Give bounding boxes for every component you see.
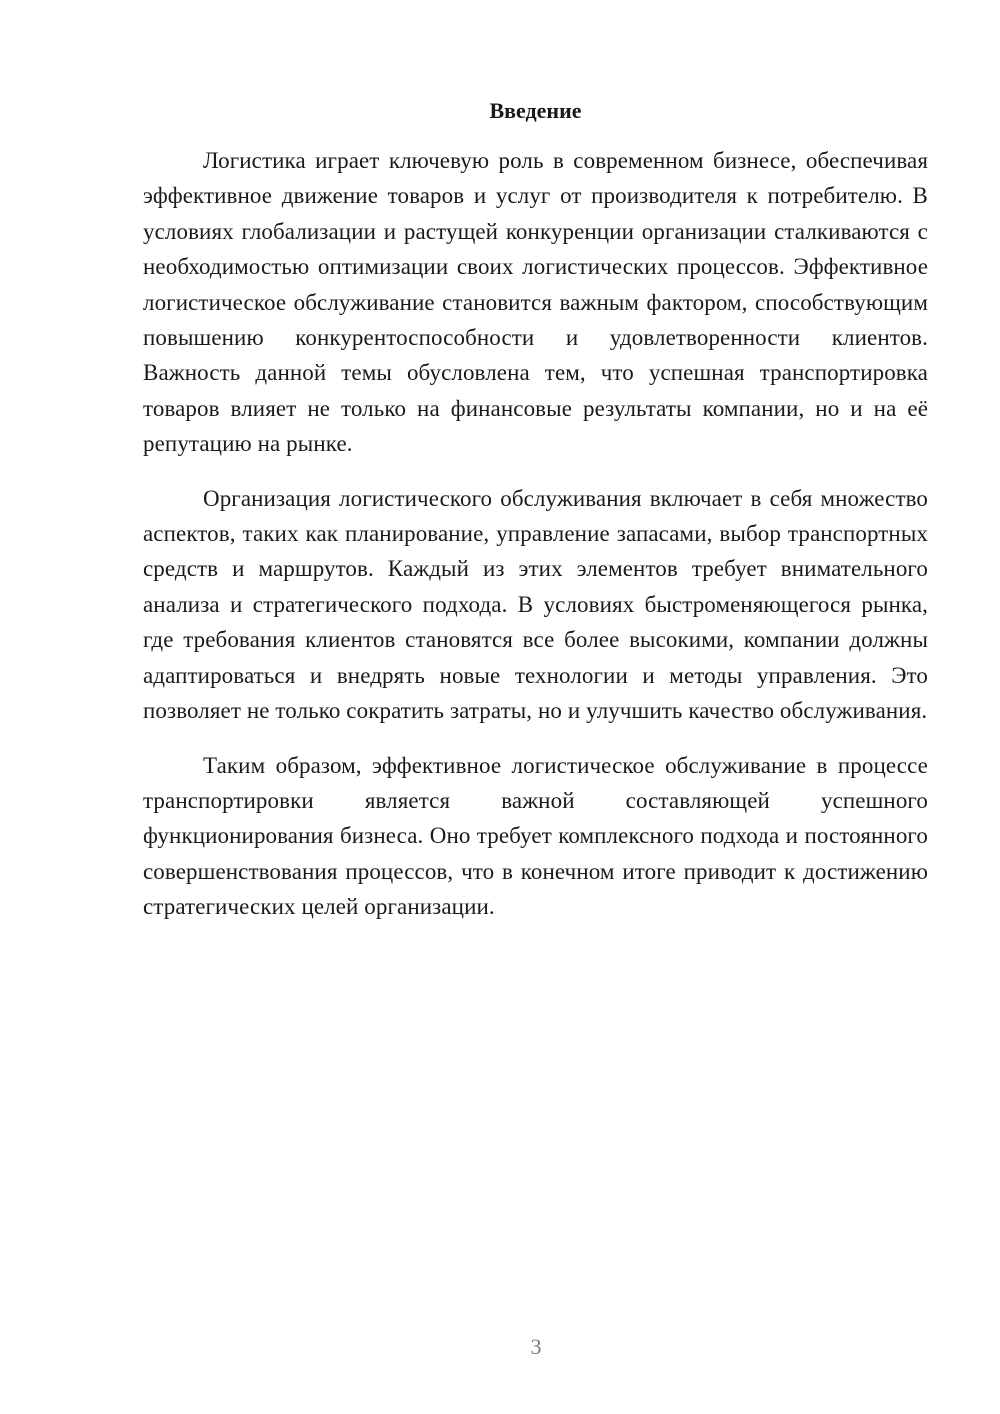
paragraph-3: Таким образом, эффективное логистическое обслуживание в процессе транспортировки является важной составляющей успешного функционирования бизнеса. Оно требует комплексного подхода и постоянного совершенствования процессов, что в конечном итоге приводит к достижению стратегических целей организации. [143,752,928,920]
page-number: 3 [530,1334,542,1359]
page-content [143,95,928,925]
paragraph-2: Организация логистического обслуживания включает в себя множество аспектов, таких как планирование, управление запасами, выбор транспортных средств и маршрутов. Каждый из этих элементов требует внимательного анализа и стратегического подхода. В условиях быстроменяющегося рынка, где требования клиентов становятся все более высокими, компании должны адаптироваться и внедрять новые технологии и методы управления. Это позволяет не только сократить затраты, но и улучшить качество обслуживания. [143,485,928,724]
page-title: Введение [489,98,582,123]
paragraph-1: Логистика играет ключевую роль в современном бизнесе, обеспечивая эффективное движение товаров и услуг от производителя к потребителю. В условиях глобализации и растущей конкуренции организации сталкиваются с необходимостью оптимизации своих логистических процессов. Эффективное логистическое обслуживание становится важным фактором, способствующим повышению конкурентоспособности и удовлетворенности клиентов. Важность данной темы обусловлена тем, что успешная транспортировка товаров влияет не только на финансовые результаты компании, но и на её репутацию на рынке. [143,148,928,457]
